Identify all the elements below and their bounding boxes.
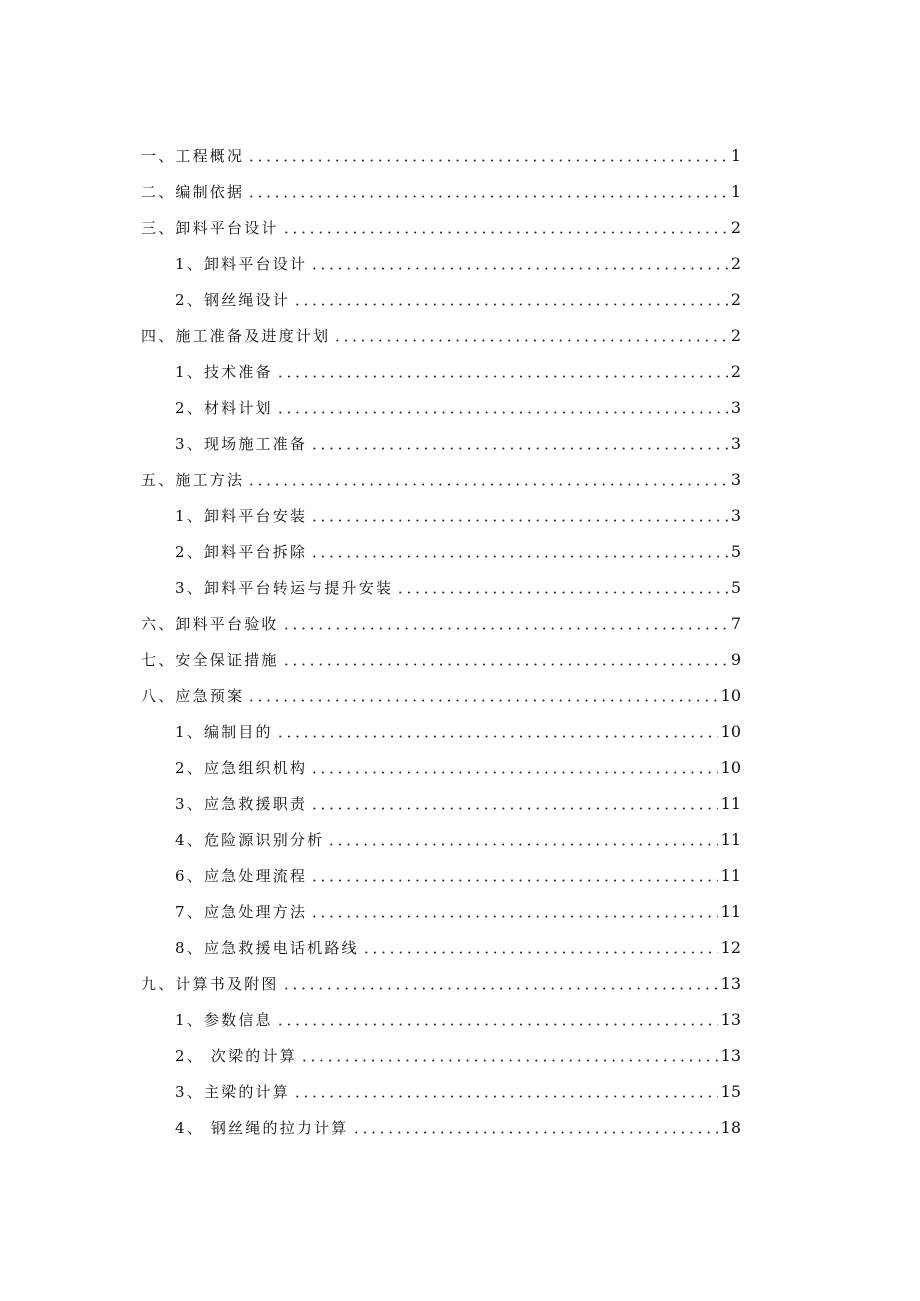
toc-dot-leader xyxy=(310,555,728,558)
toc-page-number: 3 xyxy=(730,433,741,453)
toc-page-number: 2 xyxy=(730,253,741,273)
toc-entry-label: 3、现场施工准备 xyxy=(175,434,308,453)
toc-dot-leader xyxy=(310,519,728,522)
toc-page-number: 11 xyxy=(720,829,741,849)
toc-chapter-entry[interactable] xyxy=(0,641,920,677)
toc-section-entry[interactable] xyxy=(0,389,920,425)
toc-section-entry[interactable] xyxy=(0,281,920,317)
toc-dot-leader xyxy=(276,735,718,738)
toc-dot-leader xyxy=(282,663,728,666)
toc-entry-label: 七、安全保证措施 xyxy=(141,650,279,669)
toc-chapter-entry[interactable] xyxy=(0,317,920,353)
toc-section-entry[interactable] xyxy=(0,569,920,605)
toc-page-number: 11 xyxy=(720,901,741,921)
toc-dot-leader xyxy=(247,159,728,162)
toc-chapter-entry[interactable] xyxy=(0,137,920,173)
toc-dot-leader xyxy=(300,1059,718,1062)
toc-section-entry[interactable] xyxy=(0,857,920,893)
toc-entry-label: 6、应急处理流程 xyxy=(175,866,308,885)
toc-dot-leader xyxy=(310,807,717,810)
toc-page-number: 7 xyxy=(730,613,741,633)
toc-chapter-entry[interactable] xyxy=(0,965,920,1001)
toc-entry-label: 四、施工准备及进度计划 xyxy=(141,326,331,345)
toc-dot-leader xyxy=(310,879,717,882)
toc-page-number: 2 xyxy=(730,325,741,345)
toc-section-entry[interactable] xyxy=(0,353,920,389)
toc-entry-label: 2、材料计划 xyxy=(175,398,273,417)
toc-page-number: 15 xyxy=(720,1081,741,1101)
toc-page-number: 18 xyxy=(720,1117,741,1137)
toc-section-entry[interactable] xyxy=(0,533,920,569)
toc-section-entry[interactable] xyxy=(0,1001,920,1037)
toc-dot-leader xyxy=(396,591,728,594)
toc-entry-label: 2、应急组织机构 xyxy=(175,758,308,777)
toc-chapter-entry[interactable] xyxy=(0,605,920,641)
toc-section-entry[interactable] xyxy=(0,245,920,281)
toc-page-number: 9 xyxy=(730,649,741,669)
toc-page-number: 10 xyxy=(720,721,741,741)
toc-section-entry[interactable] xyxy=(0,929,920,965)
toc-entry-label: 2、 次梁的计算 xyxy=(175,1046,297,1065)
toc-entry-label: 3、应急救援职责 xyxy=(175,794,308,813)
toc-page-number: 11 xyxy=(720,865,741,885)
toc-entry-label: 2、卸料平台拆除 xyxy=(175,542,308,561)
toc-dot-leader xyxy=(362,951,718,954)
toc-page-number: 2 xyxy=(730,217,741,237)
toc-page-number: 12 xyxy=(720,937,741,957)
toc-dot-leader xyxy=(282,627,728,630)
toc-dot-leader xyxy=(310,771,717,774)
table-of-contents xyxy=(0,137,920,1145)
toc-page-number: 1 xyxy=(730,145,741,165)
toc-section-entry[interactable] xyxy=(0,893,920,929)
toc-dot-leader xyxy=(293,1095,718,1098)
toc-dot-leader xyxy=(352,1131,718,1134)
toc-dot-leader xyxy=(310,447,728,450)
toc-page-number: 13 xyxy=(720,1009,741,1029)
toc-section-entry[interactable] xyxy=(0,425,920,461)
toc-page-number: 1 xyxy=(730,181,741,201)
toc-section-entry[interactable] xyxy=(0,1037,920,1073)
toc-entry-label: 八、应急预案 xyxy=(141,686,245,705)
toc-entry-label: 3、主梁的计算 xyxy=(175,1082,290,1101)
toc-chapter-entry[interactable] xyxy=(0,173,920,209)
toc-entry-label: 二、编制依据 xyxy=(141,182,245,201)
toc-entry-label: 1、卸料平台安装 xyxy=(175,506,308,525)
toc-dot-leader xyxy=(276,1023,718,1026)
toc-page-number: 2 xyxy=(730,361,741,381)
toc-entry-label: 1、卸料平台设计 xyxy=(175,254,308,273)
toc-dot-leader xyxy=(310,915,717,918)
toc-page-number: 5 xyxy=(730,541,741,561)
toc-page-number: 3 xyxy=(730,397,741,417)
toc-page-number: 5 xyxy=(730,577,741,597)
toc-entry-label: 一、工程概况 xyxy=(141,146,245,165)
toc-entry-label: 8、应急救援电话机路线 xyxy=(175,938,359,957)
toc-section-entry[interactable] xyxy=(0,713,920,749)
toc-page-number: 10 xyxy=(720,685,741,705)
toc-page-number: 10 xyxy=(720,757,741,777)
toc-section-entry[interactable] xyxy=(0,497,920,533)
toc-page-number: 3 xyxy=(730,505,741,525)
toc-dot-leader xyxy=(333,339,728,342)
toc-entry-label: 4、 钢丝绳的拉力计算 xyxy=(175,1118,349,1137)
toc-dot-leader xyxy=(282,987,718,990)
toc-dot-leader xyxy=(276,411,728,414)
toc-entry-label: 2、钢丝绳设计 xyxy=(175,290,290,309)
toc-section-entry[interactable] xyxy=(0,785,920,821)
toc-chapter-entry[interactable] xyxy=(0,677,920,713)
toc-dot-leader xyxy=(276,375,728,378)
toc-section-entry[interactable] xyxy=(0,749,920,785)
toc-entry-label: 五、施工方法 xyxy=(141,470,245,489)
toc-page-number: 11 xyxy=(720,793,741,813)
toc-dot-leader xyxy=(293,303,728,306)
toc-page-number: 2 xyxy=(730,289,741,309)
toc-dot-leader xyxy=(247,483,728,486)
toc-entry-label: 六、卸料平台验收 xyxy=(141,614,279,633)
toc-dot-leader xyxy=(247,195,728,198)
toc-section-entry[interactable] xyxy=(0,1073,920,1109)
toc-dot-leader xyxy=(247,699,717,702)
toc-entry-label: 4、危险源识别分析 xyxy=(175,830,325,849)
toc-chapter-entry[interactable] xyxy=(0,461,920,497)
toc-page-number: 13 xyxy=(720,1045,741,1065)
toc-dot-leader xyxy=(327,843,717,846)
toc-chapter-entry[interactable] xyxy=(0,209,920,245)
toc-dot-leader xyxy=(282,231,728,234)
toc-section-entry[interactable] xyxy=(0,821,920,857)
toc-dot-leader xyxy=(310,267,728,270)
toc-entry-label: 三、卸料平台设计 xyxy=(141,218,279,237)
toc-entry-label: 7、应急处理方法 xyxy=(175,902,308,921)
toc-entry-label: 1、技术准备 xyxy=(175,362,273,381)
toc-entry-label: 1、参数信息 xyxy=(175,1010,273,1029)
toc-page-number: 13 xyxy=(720,973,741,993)
toc-entry-label: 1、编制目的 xyxy=(175,722,273,741)
toc-entry-label: 九、计算书及附图 xyxy=(141,974,279,993)
toc-section-entry[interactable] xyxy=(0,1109,920,1145)
toc-page-number: 3 xyxy=(730,469,741,489)
toc-entry-label: 3、卸料平台转运与提升安装 xyxy=(175,578,394,597)
